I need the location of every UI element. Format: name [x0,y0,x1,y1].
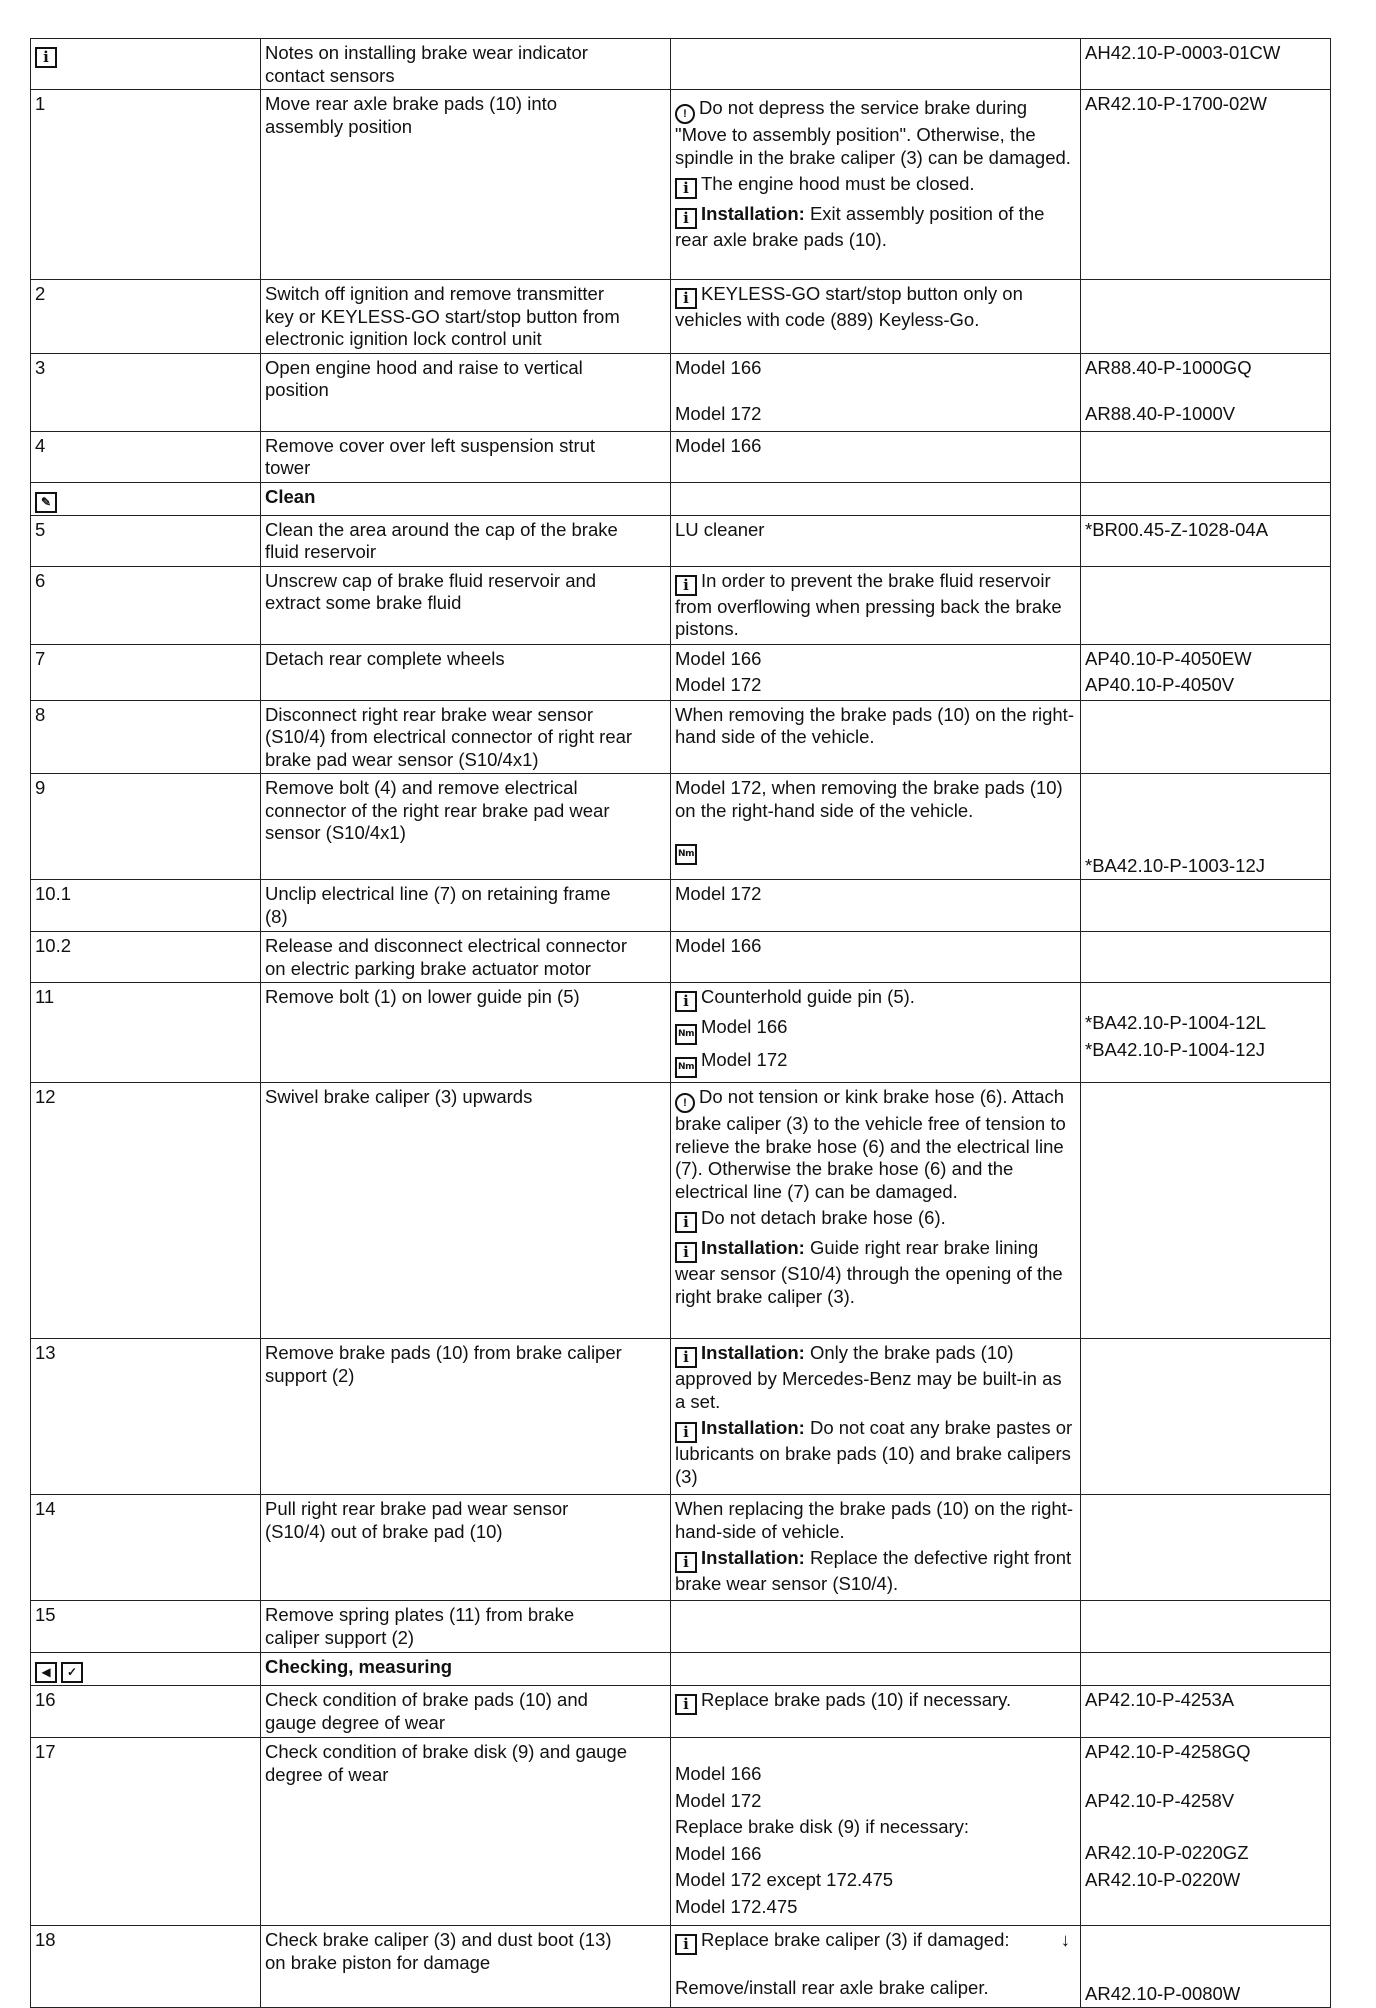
reference-link[interactable]: AR88.40-P-1000GQ AR88.40-P-1000V [1081,353,1331,431]
reference-link[interactable]: AH42.10-P-0003-01CW [1081,39,1331,90]
warning-icon: ! [675,104,695,124]
warning-icon: ! [675,1093,695,1113]
torque-icon: Nm [675,844,697,865]
torque-icon: Nm [675,1024,697,1045]
section-header: ◀ ✓ Checking, measuring [31,1653,1331,1686]
table-row: 12 Swivel brake caliper (3) upwards ! Do not tension or kink brake hose (6). Attach brake caliper (3) to the vehicle free of tension to relieve the brake hose (6) and the electrical line (7). Otherwise the brake hose (6) and the electrical line (7) can be damaged. i Do not detach brake hose (6). i Installation: Guide right rear brake lining wear sensor (S10/4) through the opening of the right brake caliper (3). [31,1083,1331,1339]
info-icon: i [675,1212,697,1233]
reference-link[interactable]: AP42.10-P-4253A [1081,1686,1331,1738]
reference-link[interactable]: AP40.10-P-4050EW AP40.10-P-4050V [1081,644,1331,700]
table-row: 18 Check brake caliper (3) and dust boot (13) on brake piston for damage i Replace brake caliper (3) if damaged: ↓ Remove/install rear axle brake caliper. AR42.10-P-0080W [31,1926,1331,2008]
info-icon: i [675,1347,697,1368]
table-row: 17 Check condition of brake disk (9) and gauge degree of wear Model 166 Model 172 Replace brake disk (9) if necessary: Model 166 Model 172 except 172.475 Model 172.475 AP42.10-P-4258GQ AP42.10-P-4258V AR42.10-P-0220GZ AR42.10-P-0220W [31,1738,1331,1926]
table-row: 9 Remove bolt (4) and remove electrical connector of the right rear brake pad wear sensor (S10/4x1) Model 172, when removing the brake pads (10) on the right-hand side of the vehicle. Nm *BA42.10-P-1003-12J [31,774,1331,880]
table-row: 7 Detach rear complete wheels Model 166 Model 172 AP40.10-P-4050EW AP40.10-P-4050V [31,644,1331,700]
reference-link[interactable]: AP42.10-P-4258GQ AP42.10-P-4258V AR42.10-P-0220GZ AR42.10-P-0220W [1081,1738,1331,1926]
reference-link[interactable]: AR42.10-P-0080W [1081,1926,1331,2008]
info-icon: i [675,1422,697,1443]
table-row: 6 Unscrew cap of brake fluid reservoir and extract some brake fluid i In order to prevent the brake fluid reservoir from overflowing when pressing back the brake pistons. [31,566,1331,644]
table-row: 16 Check condition of brake pads (10) and gauge degree of wear i Replace brake pads (10) if necessary. AP42.10-P-4253A [31,1686,1331,1738]
info-icon: i [675,1934,697,1955]
info-icon: i [675,288,697,309]
info-icon: i [675,991,697,1012]
table-row: 15 Remove spring plates (11) from brake caliper support (2) [31,1601,1331,1653]
table-row: 4 Remove cover over left suspension strut tower Model 166 [31,431,1331,482]
arrow-down-icon: ↓ [1060,1929,1070,1950]
reference-link[interactable]: AR42.10-P-1700-02W [1081,90,1331,280]
clean-icon: ✎ [35,492,57,513]
info-icon: i [675,1242,697,1263]
table-row: 2 Switch off ignition and remove transmitter key or KEYLESS-GO start/stop button from electronic ignition lock control unit i KEYLESS-GO start/stop button only on vehicles with code (889) Keyless-Go. [31,280,1331,354]
table-row: 11 Remove bolt (1) on lower guide pin (5) i Counterhold guide pin (5). Nm Model 166 Nm Model 172 *BA42.10-P-1004-12L *BA42.10-P-1004-12J [31,983,1331,1083]
table-row: i Notes on installing brake wear indicator contact sensors AH42.10-P-0003-01CW [31,39,1331,90]
check-icon: ✓ [61,1662,83,1683]
measure-icon: ◀ [35,1662,57,1683]
table-row: 1 Move rear axle brake pads (10) into assembly position ! Do not depress the service brake during "Move to assembly position". Otherwise, the spindle in the brake caliper (3) can be damaged. i The engine hood must be closed. i Installation: Exit assembly position of the rear axle brake pads (10). AR42.10-P-1700-02W [31,90,1331,280]
section-header: ✎ Clean [31,482,1331,515]
table-row: 13 Remove brake pads (10) from brake caliper support (2) i Installation: Only the brake pads (10) approved by Mercedes-Benz may be built-in as a set. i Installation: Do not coat any brake pastes or lubricants on brake pads (10) and brake calipers (3) [31,1339,1331,1495]
info-icon: i [675,178,697,199]
table-row: 5 Clean the area around the cap of the brake fluid reservoir LU cleaner *BR00.45-Z-1028-04A [31,515,1331,566]
table-row: 10.2 Release and disconnect electrical connector on electric parking brake actuator motor Model 166 [31,932,1331,983]
table-row: 3 Open engine hood and raise to vertical position Model 166 Model 172 AR88.40-P-1000GQ AR88.40-P-1000V [31,353,1331,431]
procedure-table [30,38,1331,2008]
table-row: 14 Pull right rear brake pad wear sensor (S10/4) out of brake pad (10) When replacing the brake pads (10) on the right-hand-side of vehicle. i Installation: Replace the defective right front brake wear sensor (S10/4). [31,1495,1331,1601]
link-remove-install-caliper[interactable]: Remove/install rear axle brake caliper. [675,1977,989,1998]
reference-link[interactable]: *BA42.10-P-1004-12L *BA42.10-P-1004-12J [1081,983,1331,1083]
table-row: 8 Disconnect right rear brake wear sensor (S10/4) from electrical connector of right rear brake pad wear sensor (S10/4x1) When removing the brake pads (10) on the right-hand side of the vehicle. [31,700,1331,774]
torque-icon: Nm [675,1057,697,1078]
table-row: 10.1 Unclip electrical line (7) on retaining frame (8) Model 172 [31,880,1331,932]
reference-link[interactable]: *BR00.45-Z-1028-04A [1081,515,1331,566]
info-icon: i [675,575,697,596]
info-icon: i [675,1694,697,1715]
info-icon: i [675,208,697,229]
reference-link[interactable]: *BA42.10-P-1003-12J [1081,774,1331,880]
info-icon: i [675,1552,697,1573]
info-icon: i [35,47,57,68]
